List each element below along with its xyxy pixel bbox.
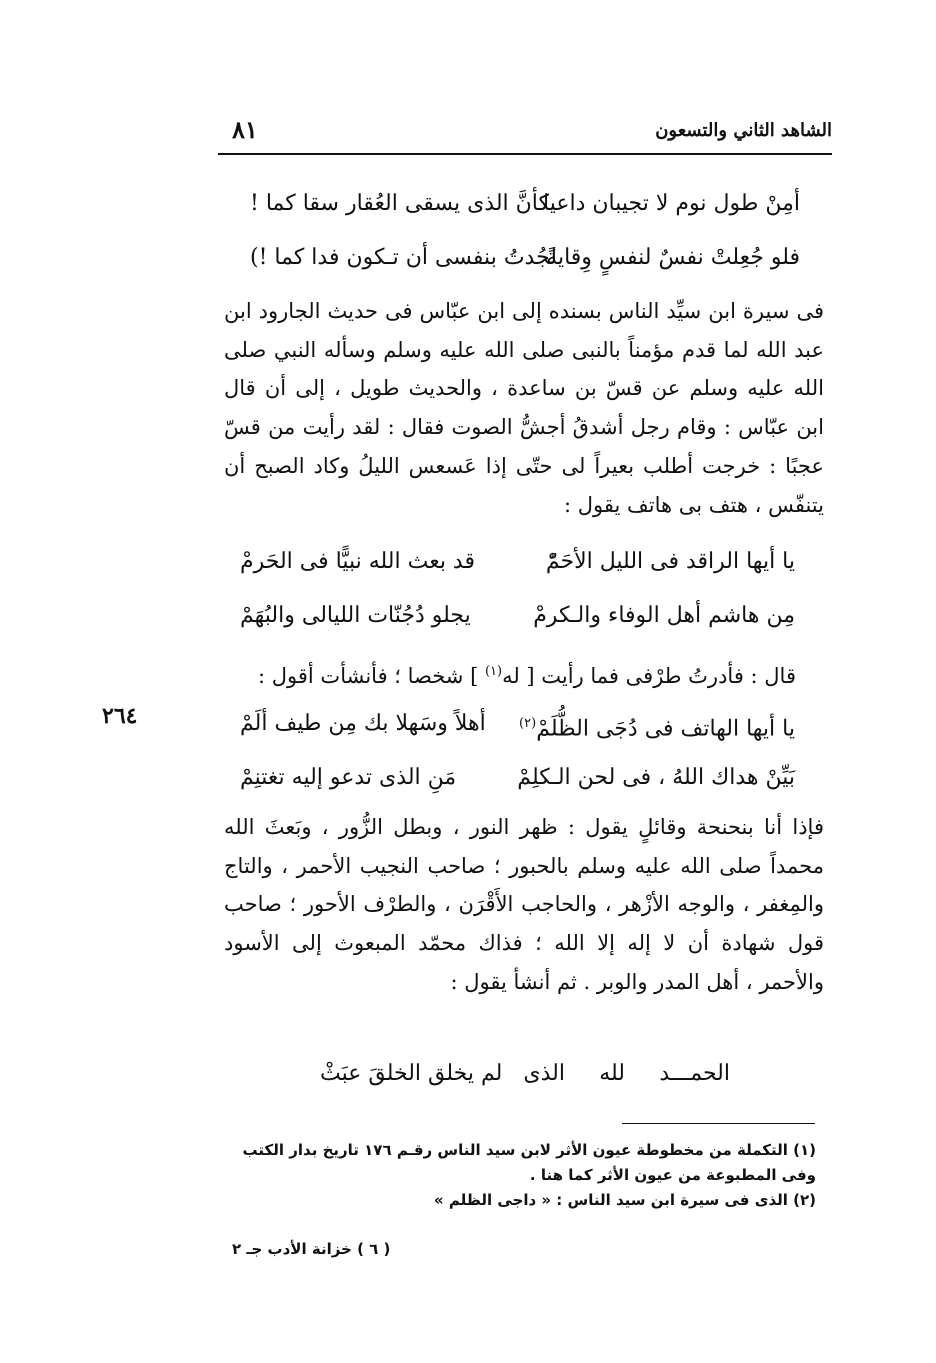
verse-hemistich-second: يجلو دُجُنّات الليالى والبُهَمْ bbox=[240, 603, 471, 628]
narration-line bbox=[236, 650, 796, 694]
verse-hemistich-second: أهلاً وسَهلا بك مِن طيف ألَمْ bbox=[240, 711, 486, 736]
verse-hemistich-first: يا أيها الهاتف فى دُجَى الظُّلَمْ$^{(٢)}$ bbox=[519, 716, 795, 742]
page-number: ٨١ bbox=[232, 115, 258, 144]
prose-paragraph: فى سيرة ابن سيِّد الناس بسنده إلى ابن عبّاس فى حديث الجارود ابن عبد الله لما قدم مؤمناً بالنبى صلى الله عليه وسلم وسأله النبي صلى الله عليه وسلم عن قسّ بن ساعدة ، والحديث طويل ، إلى أن قال ابن عبّاس : وقام رجل أشدقُ أجشُّ الصوت فقال : لقد رأيت من قسّ عجبًا : خرجت أطلب بعيراً لى حتّى إذا عَسعس الليلُ وكاد الصبح أن يتنفّس ، هتف بى هاتف يقول : bbox=[224, 299, 824, 517]
verse-line bbox=[240, 756, 795, 800]
footnotes bbox=[226, 1138, 816, 1213]
verse-hemistich-first: مِن هاشم أهل الوفاء والـكرمْ bbox=[533, 603, 795, 628]
verse-word: الذى bbox=[523, 1061, 565, 1086]
verse-line bbox=[320, 1052, 730, 1096]
footnote: (١) التكملة من مخطوطة عيون الأثر لابن سيد الناس رقـم ١٧٦ تاريخ بدار الكتب وفى المطبوعة من عيون الأثر كما هنا . bbox=[242, 1141, 816, 1184]
verse-hemistich-first: يا أيها الراقد فى الليل الأحَمّْ bbox=[545, 549, 795, 574]
verse-line bbox=[240, 702, 795, 746]
narration-text-after: ] شخصا ؛ فأنشأت أقول : bbox=[258, 664, 485, 688]
verse-line bbox=[240, 540, 795, 584]
signature-mark: ( ٦ ) خزانة الأدب جـ ٢ bbox=[232, 1240, 391, 1258]
footnote-ref: (١) bbox=[484, 664, 503, 679]
narration-text-before: قال : فأدرتُ طرْفى فما رأيت [ له bbox=[502, 664, 796, 688]
footnote-rule bbox=[622, 1123, 815, 1124]
verse-line bbox=[250, 182, 800, 226]
header-rule bbox=[218, 153, 832, 155]
verse-hemistich-first: بَيِّنْ هداك اللهُ ، فى لحن الـكلِمْ bbox=[517, 765, 795, 790]
running-header-title: الشاهد الثاني والتسعون bbox=[655, 120, 832, 141]
verse-word: لله bbox=[599, 1061, 625, 1086]
verse-line bbox=[240, 594, 795, 638]
verse-line bbox=[250, 236, 800, 280]
verse-word: الحمـــد bbox=[659, 1061, 730, 1086]
verse-word: لم يخلق الخلقَ عبَثْ bbox=[320, 1061, 503, 1086]
prose-paragraph: فإذا أنا بنحنحة وقائلٍ يقول : ظهر النور ، وبطل الزُّور ، وبَعثَ الله محمداً صلى الله عليه وسلم بالحبور ؛ صاحب النجيب الأحمر ، والتاج والمِغفر ، والوجه الأزْهر ، والحاجب الأَقْرَن ، والطرْف الأحور ؛ صاحب قول شهادة أن لا إله إلا الله ؛ فذاك محمّد المبعوث إلى الأسود والأحمر ، أهل المدر والوبر . ثم أنشأ يقول : bbox=[224, 815, 824, 994]
verse-hemistich-second: كأنَّ الذى يسقى العُقار سقا كما ! bbox=[250, 191, 549, 216]
footnote: (٢) الذى فى سيرة ابن سيد الناس : « داجى الظلم » bbox=[433, 1191, 816, 1209]
footnote-ref: (٢) bbox=[519, 716, 537, 731]
verse-hemistich-second: لجُدتُ بنفسى أن تـكون فدا كما !) bbox=[250, 245, 557, 270]
verse-hemistich-second: مَنِ الذى تدعو إليه تغتنِمْ bbox=[240, 765, 457, 790]
verse-hemistich-second: قد بعث الله نبيًّا فى الحَرمْ bbox=[240, 549, 475, 574]
verse-hemistich-first: أمِنْ طول نوم لا تجيبان داعيا bbox=[543, 191, 800, 216]
margin-entry-number: ٢٦٤ bbox=[102, 703, 138, 729]
verse-hemistich-first: فلو جُعِلتْ نفسٌ لنفسٍ وِقايةً bbox=[546, 245, 800, 270]
